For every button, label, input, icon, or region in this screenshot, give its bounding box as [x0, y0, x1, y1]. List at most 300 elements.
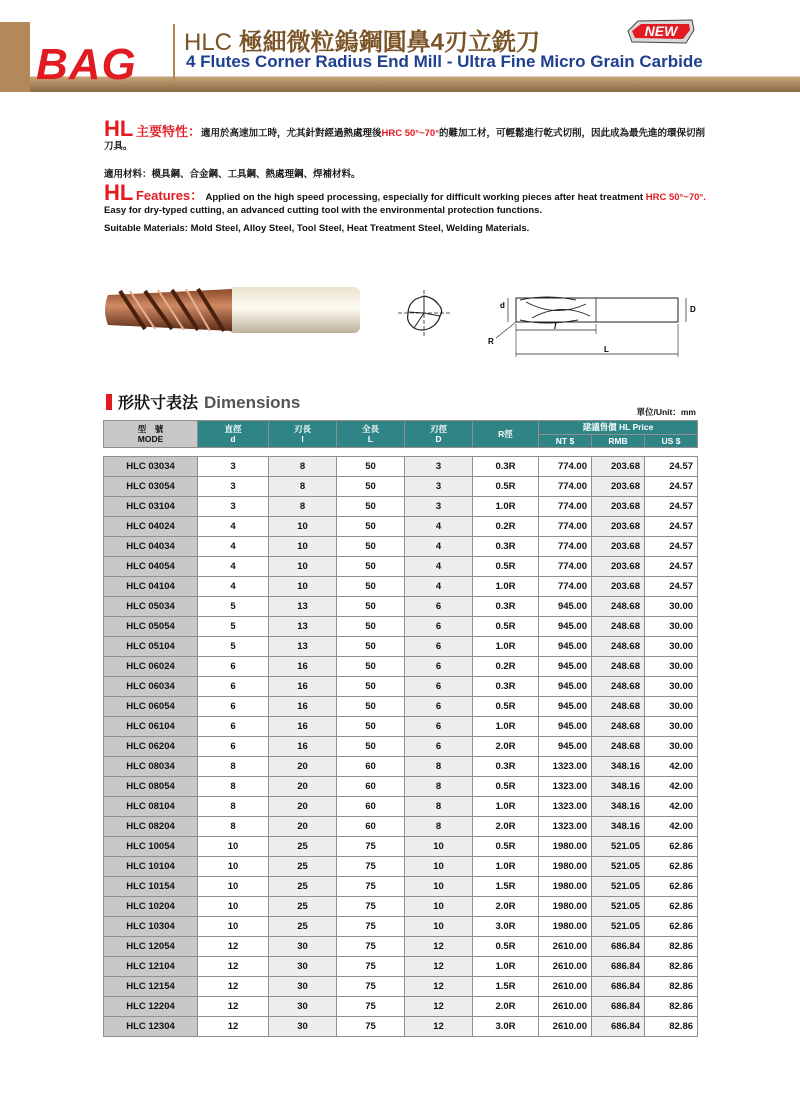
- cell-radius: 3.0R: [473, 917, 539, 937]
- cell-price-rmb: 248.68: [592, 637, 645, 657]
- table-row: [104, 777, 698, 797]
- cell-model: HLC 10054: [104, 837, 198, 857]
- cell-length-L: 75: [337, 857, 405, 877]
- end-mill-photo: [100, 285, 365, 335]
- col-model: 型 號 MODE: [104, 421, 198, 448]
- cell-shank-d: 8: [198, 817, 269, 837]
- cell-dia-D: 6: [405, 637, 473, 657]
- cell-radius: 0.5R: [473, 557, 539, 577]
- cell-price-us: 82.86: [645, 937, 698, 957]
- col-price-us: US $: [645, 434, 698, 448]
- materials-en: Suitable Materials: Mold Steel, Alloy Steel, Tool Steel, Heat Treatment Steel, Welding Materials.: [104, 223, 530, 234]
- cell-price-us: 42.00: [645, 817, 698, 837]
- table-row: [104, 677, 698, 697]
- features-en-highlight: HRC 50°~70°.: [645, 192, 706, 203]
- cell-price-us: 24.57: [645, 577, 698, 597]
- cell-model: HLC 05104: [104, 637, 198, 657]
- col-flute-length: 刃長 l: [269, 421, 337, 448]
- unit-label: 單位/Unit：mm: [636, 407, 696, 417]
- cell-flute-l: 30: [269, 997, 337, 1017]
- cell-length-L: 50: [337, 517, 405, 537]
- cell-radius: 1.5R: [473, 877, 539, 897]
- cell-price-nt: 945.00: [539, 637, 592, 657]
- features-en-text-before: Applied on the high speed processing, especially for difficult working pieces after heat treatment: [205, 192, 644, 203]
- label-d-big: D: [690, 305, 696, 314]
- cell-length-L: 50: [337, 617, 405, 637]
- cell-flute-l: 30: [269, 977, 337, 997]
- cell-price-us: 82.86: [645, 957, 698, 977]
- cell-shank-d: 12: [198, 977, 269, 997]
- cell-shank-d: 5: [198, 597, 269, 617]
- cell-flute-l: 30: [269, 1017, 337, 1037]
- end-mill-image: [100, 285, 365, 335]
- cell-radius: 2.0R: [473, 817, 539, 837]
- cell-shank-d: 10: [198, 897, 269, 917]
- cell-dia-D: 4: [405, 557, 473, 577]
- cell-price-nt: 2610.00: [539, 977, 592, 997]
- cell-flute-l: 13: [269, 637, 337, 657]
- cell-flute-l: 8: [269, 457, 337, 477]
- cell-flute-l: 20: [269, 817, 337, 837]
- cell-model: HLC 10304: [104, 917, 198, 937]
- cell-length-L: 50: [337, 457, 405, 477]
- cell-flute-l: 16: [269, 717, 337, 737]
- cell-shank-d: 4: [198, 557, 269, 577]
- cell-shank-d: 4: [198, 517, 269, 537]
- cell-shank-d: 4: [198, 537, 269, 557]
- cell-length-L: 50: [337, 637, 405, 657]
- cell-dia-D: 12: [405, 957, 473, 977]
- table-row: [104, 537, 698, 557]
- cell-price-nt: 2610.00: [539, 957, 592, 977]
- cell-model: HLC 12304: [104, 1017, 198, 1037]
- cell-shank-d: 5: [198, 637, 269, 657]
- cell-radius: 1.0R: [473, 637, 539, 657]
- cell-model: HLC 06024: [104, 657, 198, 677]
- cell-model: HLC 06204: [104, 737, 198, 757]
- cell-price-nt: 1323.00: [539, 777, 592, 797]
- cell-price-rmb: 248.68: [592, 617, 645, 637]
- cell-length-L: 75: [337, 1017, 405, 1037]
- cell-radius: 1.0R: [473, 497, 539, 517]
- cell-dia-D: 8: [405, 757, 473, 777]
- cell-shank-d: 4: [198, 577, 269, 597]
- cell-length-L: 50: [337, 597, 405, 617]
- cell-price-rmb: 686.84: [592, 937, 645, 957]
- cell-shank-d: 10: [198, 877, 269, 897]
- features-en-code: HL: [104, 180, 134, 205]
- cell-dia-D: 12: [405, 977, 473, 997]
- cell-shank-d: 6: [198, 657, 269, 677]
- dimension-diagram-svg: [486, 290, 706, 360]
- cell-flute-l: 25: [269, 917, 337, 937]
- cell-flute-l: 25: [269, 837, 337, 857]
- cell-price-nt: 1980.00: [539, 897, 592, 917]
- cell-length-L: 50: [337, 497, 405, 517]
- cell-flute-l: 20: [269, 757, 337, 777]
- cell-model: HLC 04024: [104, 517, 198, 537]
- cell-dia-D: 12: [405, 997, 473, 1017]
- table-row: [104, 797, 698, 817]
- cell-price-rmb: 248.68: [592, 737, 645, 757]
- cell-model: HLC 12204: [104, 997, 198, 1017]
- cell-price-nt: 774.00: [539, 557, 592, 577]
- cell-radius: 0.5R: [473, 777, 539, 797]
- cell-dia-D: 3: [405, 477, 473, 497]
- cell-price-rmb: 348.16: [592, 797, 645, 817]
- table-row: [104, 717, 698, 737]
- cell-price-rmb: 348.16: [592, 757, 645, 777]
- table-row: [104, 597, 698, 617]
- cell-model: HLC 12154: [104, 977, 198, 997]
- cell-price-us: 82.86: [645, 1017, 698, 1037]
- cell-flute-l: 16: [269, 677, 337, 697]
- cell-price-rmb: 686.84: [592, 997, 645, 1017]
- cell-length-L: 60: [337, 757, 405, 777]
- page-title-en: 4 Flutes Corner Radius End Mill - Ultra Fine Micro Grain Carbide: [186, 52, 703, 71]
- cell-price-nt: 1980.00: [539, 857, 592, 877]
- cell-price-rmb: 248.68: [592, 597, 645, 617]
- cell-length-L: 75: [337, 977, 405, 997]
- cell-radius: 2.0R: [473, 737, 539, 757]
- brand-logo: BAG: [36, 40, 137, 89]
- label-l-big: L: [604, 345, 609, 354]
- cell-price-us: 24.57: [645, 537, 698, 557]
- cell-dia-D: 10: [405, 837, 473, 857]
- heading-marker: [106, 394, 112, 410]
- cell-radius: 0.2R: [473, 657, 539, 677]
- cell-model: HLC 10104: [104, 857, 198, 877]
- table-row: [104, 577, 698, 597]
- cell-length-L: 75: [337, 877, 405, 897]
- cell-length-L: 50: [337, 477, 405, 497]
- cell-price-rmb: 686.84: [592, 977, 645, 997]
- table-row: [104, 497, 698, 517]
- cell-price-rmb: 348.16: [592, 777, 645, 797]
- cell-dia-D: 6: [405, 597, 473, 617]
- features-zh-code: HL: [104, 116, 134, 141]
- features-zh: [104, 116, 714, 153]
- cell-price-nt: 774.00: [539, 537, 592, 557]
- cell-price-nt: 1323.00: [539, 797, 592, 817]
- cell-length-L: 75: [337, 917, 405, 937]
- cell-radius: 1.5R: [473, 977, 539, 997]
- cell-price-us: 30.00: [645, 617, 698, 637]
- cell-dia-D: 6: [405, 657, 473, 677]
- cell-model: HLC 04054: [104, 557, 198, 577]
- cell-shank-d: 8: [198, 797, 269, 817]
- cell-price-rmb: 521.05: [592, 917, 645, 937]
- table-row: [104, 657, 698, 677]
- cell-length-L: 60: [337, 777, 405, 797]
- cell-price-nt: 774.00: [539, 477, 592, 497]
- cell-dia-D: 10: [405, 917, 473, 937]
- cell-length-L: 50: [337, 717, 405, 737]
- dimensions-table: [103, 420, 698, 1037]
- table-row: [104, 477, 698, 497]
- col-price-nt: NT $: [539, 434, 592, 448]
- cell-price-us: 24.57: [645, 457, 698, 477]
- cell-flute-l: 16: [269, 697, 337, 717]
- cell-price-us: 62.86: [645, 857, 698, 877]
- table-row: [104, 857, 698, 877]
- table-row: [104, 457, 698, 477]
- features-en-text-after: Easy for dry-typed cutting, an advanced cutting tool with the environmental protection functions.: [104, 205, 543, 216]
- cell-flute-l: 10: [269, 517, 337, 537]
- cell-flute-l: 13: [269, 617, 337, 637]
- cell-flute-l: 8: [269, 497, 337, 517]
- cell-price-nt: 1980.00: [539, 917, 592, 937]
- cell-dia-D: 10: [405, 897, 473, 917]
- cell-price-rmb: 521.05: [592, 857, 645, 877]
- cell-radius: 3.0R: [473, 1017, 539, 1037]
- cell-radius: 2.0R: [473, 897, 539, 917]
- cell-price-us: 30.00: [645, 597, 698, 617]
- cell-shank-d: 8: [198, 777, 269, 797]
- cell-price-nt: 1323.00: [539, 757, 592, 777]
- cell-shank-d: 8: [198, 757, 269, 777]
- cell-model: HLC 05034: [104, 597, 198, 617]
- cell-price-rmb: 686.84: [592, 957, 645, 977]
- new-badge-text: NEW: [644, 23, 678, 39]
- cell-model: HLC 03034: [104, 457, 198, 477]
- cell-price-us: 30.00: [645, 677, 698, 697]
- cell-radius: 1.0R: [473, 797, 539, 817]
- cell-price-rmb: 521.05: [592, 877, 645, 897]
- table-row: [104, 977, 698, 997]
- cell-length-L: 50: [337, 657, 405, 677]
- cell-flute-l: 16: [269, 657, 337, 677]
- table-row: [104, 697, 698, 717]
- header-accent-bar: [0, 22, 30, 92]
- cell-dia-D: 3: [405, 457, 473, 477]
- col-overall-length: 全長 L: [337, 421, 405, 448]
- cell-price-us: 82.86: [645, 977, 698, 997]
- cell-radius: 1.0R: [473, 577, 539, 597]
- cell-flute-l: 8: [269, 477, 337, 497]
- cell-model: HLC 03054: [104, 477, 198, 497]
- cell-price-rmb: 203.68: [592, 457, 645, 477]
- cell-shank-d: 10: [198, 857, 269, 877]
- cell-dia-D: 6: [405, 717, 473, 737]
- title-zh-text: 極細微粒鎢鋼圓鼻4刃立銑刀: [238, 29, 541, 56]
- cell-shank-d: 6: [198, 717, 269, 737]
- label-r: R: [488, 337, 494, 346]
- cell-price-us: 42.00: [645, 757, 698, 777]
- cell-price-rmb: 248.68: [592, 697, 645, 717]
- cell-dia-D: 6: [405, 677, 473, 697]
- label-l-small: l: [554, 322, 557, 331]
- cell-model: HLC 08054: [104, 777, 198, 797]
- cutter-front-view: [398, 290, 450, 336]
- cell-radius: 2.0R: [473, 997, 539, 1017]
- label-d-small: d: [500, 301, 505, 310]
- cell-model: HLC 04104: [104, 577, 198, 597]
- cell-radius: 0.3R: [473, 537, 539, 557]
- cell-dia-D: 6: [405, 697, 473, 717]
- cell-flute-l: 20: [269, 797, 337, 817]
- cell-shank-d: 12: [198, 937, 269, 957]
- cell-dia-D: 6: [405, 617, 473, 637]
- cell-flute-l: 25: [269, 857, 337, 877]
- cell-model: HLC 12104: [104, 957, 198, 977]
- cell-shank-d: 3: [198, 497, 269, 517]
- cell-length-L: 50: [337, 577, 405, 597]
- cell-price-rmb: 203.68: [592, 557, 645, 577]
- cell-price-rmb: 521.05: [592, 897, 645, 917]
- cell-dia-D: 10: [405, 857, 473, 877]
- cell-radius: 0.5R: [473, 617, 539, 637]
- col-price-rmb: RMB: [592, 434, 645, 448]
- cell-model: HLC 04034: [104, 537, 198, 557]
- cell-model: HLC 12054: [104, 937, 198, 957]
- cell-price-nt: 2610.00: [539, 997, 592, 1017]
- cell-shank-d: 10: [198, 837, 269, 857]
- table-row: [104, 617, 698, 637]
- cell-dia-D: 6: [405, 737, 473, 757]
- cell-price-nt: 945.00: [539, 737, 592, 757]
- col-shank: 直徑 d: [198, 421, 269, 448]
- cell-price-rmb: 203.68: [592, 477, 645, 497]
- cell-length-L: 60: [337, 797, 405, 817]
- cell-length-L: 50: [337, 537, 405, 557]
- cell-dia-D: 12: [405, 937, 473, 957]
- cell-length-L: 50: [337, 697, 405, 717]
- cell-price-us: 30.00: [645, 737, 698, 757]
- cell-flute-l: 30: [269, 957, 337, 977]
- table-row: [104, 997, 698, 1017]
- cell-flute-l: 10: [269, 537, 337, 557]
- cell-price-nt: 1980.00: [539, 877, 592, 897]
- cell-shank-d: 3: [198, 457, 269, 477]
- cell-radius: 0.5R: [473, 697, 539, 717]
- cell-model: HLC 06054: [104, 697, 198, 717]
- cell-length-L: 50: [337, 557, 405, 577]
- cell-price-nt: 945.00: [539, 677, 592, 697]
- cell-price-us: 24.57: [645, 557, 698, 577]
- cell-dia-D: 10: [405, 877, 473, 897]
- cell-price-us: 30.00: [645, 697, 698, 717]
- cell-flute-l: 10: [269, 577, 337, 597]
- table-row: [104, 937, 698, 957]
- cell-dia-D: 4: [405, 517, 473, 537]
- cell-model: HLC 08204: [104, 817, 198, 837]
- dimension-diagram: [486, 290, 706, 360]
- cell-model: HLC 06104: [104, 717, 198, 737]
- cell-shank-d: 5: [198, 617, 269, 637]
- cell-radius: 0.5R: [473, 937, 539, 957]
- cell-length-L: 75: [337, 957, 405, 977]
- cell-price-us: 62.86: [645, 897, 698, 917]
- table-row: [104, 837, 698, 857]
- cell-flute-l: 13: [269, 597, 337, 617]
- cell-price-rmb: 348.16: [592, 817, 645, 837]
- cell-shank-d: 10: [198, 917, 269, 937]
- cell-price-rmb: 203.68: [592, 577, 645, 597]
- cell-price-nt: 774.00: [539, 497, 592, 517]
- cell-price-us: 62.86: [645, 837, 698, 857]
- features-zh-label: 主要特性：: [135, 124, 201, 139]
- cell-price-us: 24.57: [645, 517, 698, 537]
- dimensions-title-en: Dimensions: [204, 393, 301, 412]
- cell-radius: 1.0R: [473, 957, 539, 977]
- table-row: [104, 817, 698, 837]
- cell-radius: 0.3R: [473, 597, 539, 617]
- cutter-front-view-icon: [398, 290, 450, 336]
- cell-flute-l: 10: [269, 557, 337, 577]
- title-series: HLC: [184, 29, 233, 56]
- col-price-group: 建議售價 HL Price: [539, 421, 698, 435]
- cell-dia-D: 12: [405, 1017, 473, 1037]
- cell-dia-D: 4: [405, 537, 473, 557]
- cell-price-nt: 945.00: [539, 617, 592, 637]
- cell-price-nt: 774.00: [539, 517, 592, 537]
- cell-shank-d: 12: [198, 1017, 269, 1037]
- cell-price-nt: 774.00: [539, 457, 592, 477]
- cell-radius: 0.3R: [473, 757, 539, 777]
- features-en: [104, 180, 714, 217]
- cell-model: HLC 08104: [104, 797, 198, 817]
- cell-radius: 0.3R: [473, 457, 539, 477]
- cell-shank-d: 6: [198, 697, 269, 717]
- cell-shank-d: 6: [198, 737, 269, 757]
- cell-price-nt: 1323.00: [539, 817, 592, 837]
- cell-price-us: 30.00: [645, 637, 698, 657]
- dimensions-table-body: [104, 457, 698, 1037]
- cell-price-nt: 945.00: [539, 657, 592, 677]
- cell-shank-d: 6: [198, 677, 269, 697]
- cell-radius: 0.5R: [473, 837, 539, 857]
- cell-price-us: 42.00: [645, 777, 698, 797]
- cell-price-us: 42.00: [645, 797, 698, 817]
- cell-flute-l: 25: [269, 877, 337, 897]
- cell-price-us: 24.57: [645, 497, 698, 517]
- table-row: [104, 917, 698, 937]
- cell-price-rmb: 203.68: [592, 517, 645, 537]
- cell-shank-d: 3: [198, 477, 269, 497]
- cell-price-nt: 945.00: [539, 597, 592, 617]
- cell-model: HLC 06034: [104, 677, 198, 697]
- cell-flute-l: 30: [269, 937, 337, 957]
- cell-price-rmb: 248.68: [592, 717, 645, 737]
- features-en-label: Features：: [135, 188, 204, 203]
- cell-price-nt: 2610.00: [539, 1017, 592, 1037]
- cell-price-nt: 2610.00: [539, 937, 592, 957]
- cell-price-us: 62.86: [645, 877, 698, 897]
- cell-length-L: 75: [337, 897, 405, 917]
- cell-price-us: 30.00: [645, 717, 698, 737]
- cell-price-nt: 774.00: [539, 577, 592, 597]
- cell-length-L: 50: [337, 677, 405, 697]
- table-row: [104, 877, 698, 897]
- cell-model: HLC 05054: [104, 617, 198, 637]
- cell-length-L: 60: [337, 817, 405, 837]
- cell-price-rmb: 203.68: [592, 537, 645, 557]
- cell-dia-D: 3: [405, 497, 473, 517]
- table-row: [104, 557, 698, 577]
- cell-model: HLC 08034: [104, 757, 198, 777]
- new-badge-icon: [624, 16, 698, 46]
- cell-price-us: 62.86: [645, 917, 698, 937]
- cell-price-rmb: 521.05: [592, 837, 645, 857]
- cell-model: HLC 10154: [104, 877, 198, 897]
- cell-price-nt: 1980.00: [539, 837, 592, 857]
- cell-flute-l: 25: [269, 897, 337, 917]
- features-zh-text-after: 的難加工材，可輕鬆進行乾式切削，因此成為最先進的環保切削刀具。: [104, 128, 706, 152]
- cell-radius: 0.5R: [473, 477, 539, 497]
- features-zh-highlight: HRC 50°~70°: [381, 128, 440, 139]
- cell-length-L: 75: [337, 937, 405, 957]
